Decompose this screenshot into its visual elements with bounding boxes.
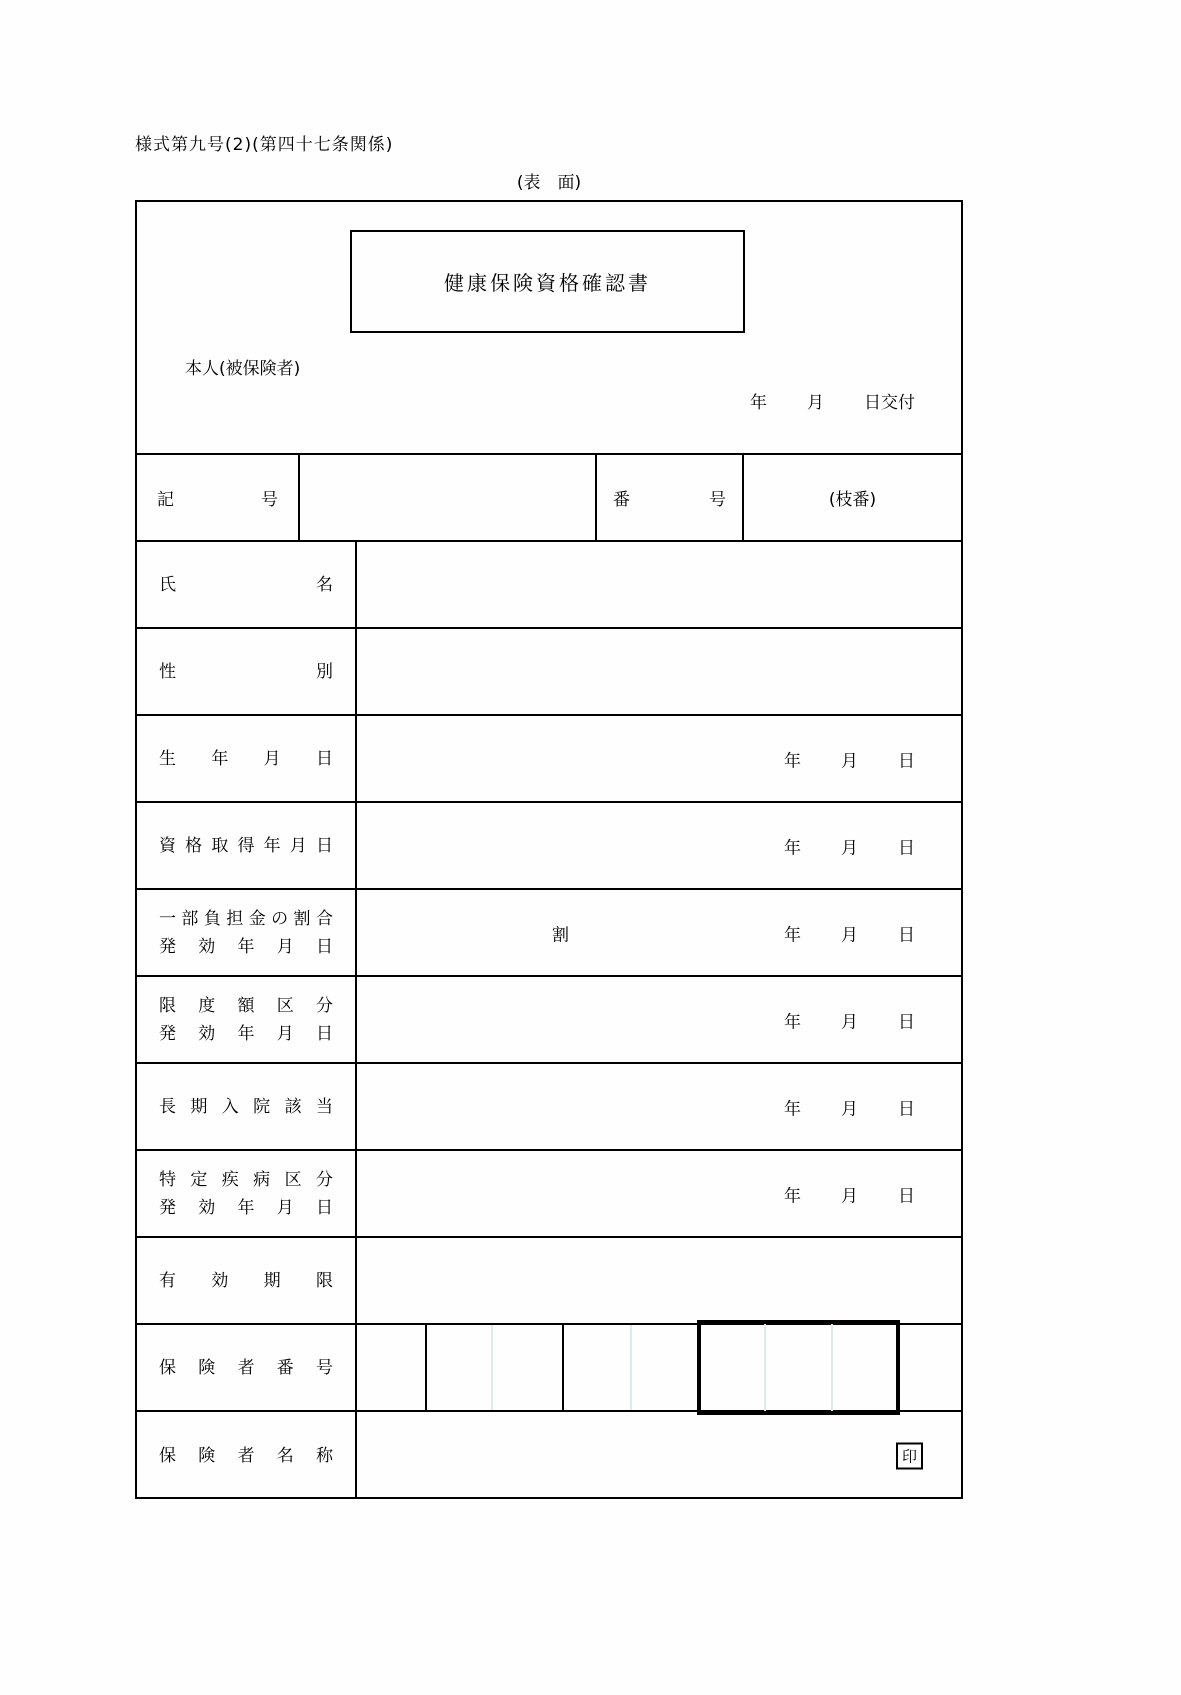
number-label-cell [597, 455, 744, 540]
day-label: 日 [898, 838, 915, 858]
front-side-label: (表 面) [516, 173, 582, 193]
disease-date-units [784, 1181, 915, 1206]
month-label: 月 [841, 1099, 858, 1119]
year-label: 年 [784, 1012, 801, 1032]
day-label: 日 [898, 1012, 915, 1032]
copayment-ratio-value-cell [357, 890, 961, 975]
seal-mark: 印 [901, 1447, 917, 1465]
specific-disease-row [137, 1151, 961, 1238]
qualification-date-label-cell [137, 803, 357, 888]
insurer-name-label: 保 険 者 名 称 [159, 1445, 333, 1466]
wari-unit-label: 割 [552, 925, 569, 945]
expiry-row [137, 1238, 961, 1325]
month-label: 月 [841, 838, 858, 858]
longterm-hospitalization-label-cell [137, 1064, 357, 1149]
specific-disease-label-cell [137, 1151, 357, 1236]
copayment-ratio-label-line2: 発 効 年 月 日 [159, 936, 333, 957]
title-box [350, 230, 745, 333]
certificate-title: 健康保険資格確認書 [444, 271, 651, 295]
month-label: 月 [841, 925, 858, 945]
sex-row [137, 629, 961, 716]
insurer-name-label-cell [137, 1412, 357, 1499]
limit-category-label-line1: 限 度 額 区 分 [159, 995, 333, 1016]
sex-label-cell [137, 629, 357, 714]
digit-divider [562, 1325, 564, 1410]
limit-category-label-line2: 発 効 年 月 日 [159, 1023, 333, 1044]
longterm-hospitalization-row [137, 1064, 961, 1151]
specific-disease-label-line1: 特 定 疾 病 区 分 [159, 1169, 333, 1190]
birth-date-value-cell [357, 716, 961, 801]
holder-label: 本人(被保険者) [185, 359, 301, 379]
specific-disease-label-line2: 発 効 年 月 日 [159, 1197, 333, 1218]
copayment-ratio-label-cell [137, 890, 357, 975]
year-label: 年 [784, 751, 801, 771]
issue-day-label: 日交付 [864, 393, 915, 413]
qualification-date-label: 資 格 取 得 年 月 日 [159, 835, 333, 856]
certificate-sheet [135, 200, 963, 1499]
expiry-label-cell [137, 1238, 357, 1323]
number-label: 番 号 [613, 490, 726, 510]
faint-digit-divider [630, 1325, 632, 1410]
name-value-cell [357, 542, 961, 627]
expiry-value-cell [357, 1238, 961, 1323]
longterm-hospitalization-label: 長 期 入 院 該 当 [159, 1096, 333, 1117]
insurer-number-digit-cells [357, 1325, 961, 1410]
birth-date-label-cell [137, 716, 357, 801]
qualification-date-value-cell [357, 803, 961, 888]
faint-digit-divider [764, 1324, 766, 1411]
faint-digit-divider [491, 1325, 493, 1410]
insurer-name-value-cell [357, 1412, 961, 1499]
branch-number-label: (枝番) [828, 490, 877, 510]
insurer-number-row [137, 1325, 961, 1412]
name-label-cell [137, 542, 357, 627]
limit-category-label-cell [137, 977, 357, 1062]
specific-disease-value-cell [357, 1151, 961, 1236]
insurer-number-label-cell [137, 1325, 357, 1410]
birth-date-row [137, 716, 961, 803]
insurer-name-row [137, 1412, 961, 1499]
symbol-label: 記 号 [157, 490, 278, 510]
copayment-ratio-label-line1: 一 部 負 担 金 の 割 合 [159, 908, 333, 929]
longterm-date-units [784, 1094, 915, 1119]
birth-date-units [784, 746, 915, 771]
day-label: 日 [898, 751, 915, 771]
header-section [137, 202, 961, 455]
limit-category-row [137, 977, 961, 1064]
month-label: 月 [841, 1012, 858, 1032]
symbol-number-row [137, 455, 961, 542]
symbol-value-cell [300, 455, 597, 540]
name-label: 氏 名 [159, 574, 333, 595]
copayment-ratio-row [137, 890, 961, 977]
digit-divider [425, 1325, 427, 1410]
insurer-number-label: 保 険 者 番 号 [159, 1357, 333, 1378]
month-label: 月 [841, 751, 858, 771]
year-label: 年 [784, 1099, 801, 1119]
year-label: 年 [784, 925, 801, 945]
month-label: 月 [841, 1186, 858, 1206]
issue-year-label: 年 [750, 393, 767, 413]
faint-digit-divider [831, 1324, 833, 1411]
seal-mark-box [896, 1442, 923, 1469]
sex-value-cell [357, 629, 961, 714]
sex-label: 性 別 [159, 661, 333, 682]
symbol-label-cell [137, 455, 300, 540]
issue-month-label: 月 [807, 393, 824, 413]
insurer-number-bold-box [697, 1320, 900, 1415]
day-label: 日 [898, 925, 915, 945]
day-label: 日 [898, 1099, 915, 1119]
issue-date-line [750, 388, 915, 413]
year-label: 年 [784, 838, 801, 858]
copayment-date-units [784, 920, 915, 945]
qualification-date-row [137, 803, 961, 890]
day-label: 日 [898, 1186, 915, 1206]
form-number-note: 様式第九号(2)(第四十七条関係) [135, 135, 394, 155]
expiry-label: 有 効 期 限 [159, 1270, 333, 1291]
longterm-hospitalization-value-cell [357, 1064, 961, 1149]
branch-number-cell [744, 455, 961, 540]
limit-date-units [784, 1007, 915, 1032]
qualification-date-units [784, 833, 915, 858]
limit-category-value-cell [357, 977, 961, 1062]
year-label: 年 [784, 1186, 801, 1206]
name-row [137, 542, 961, 629]
birth-date-label: 生 年 月 日 [159, 748, 333, 769]
